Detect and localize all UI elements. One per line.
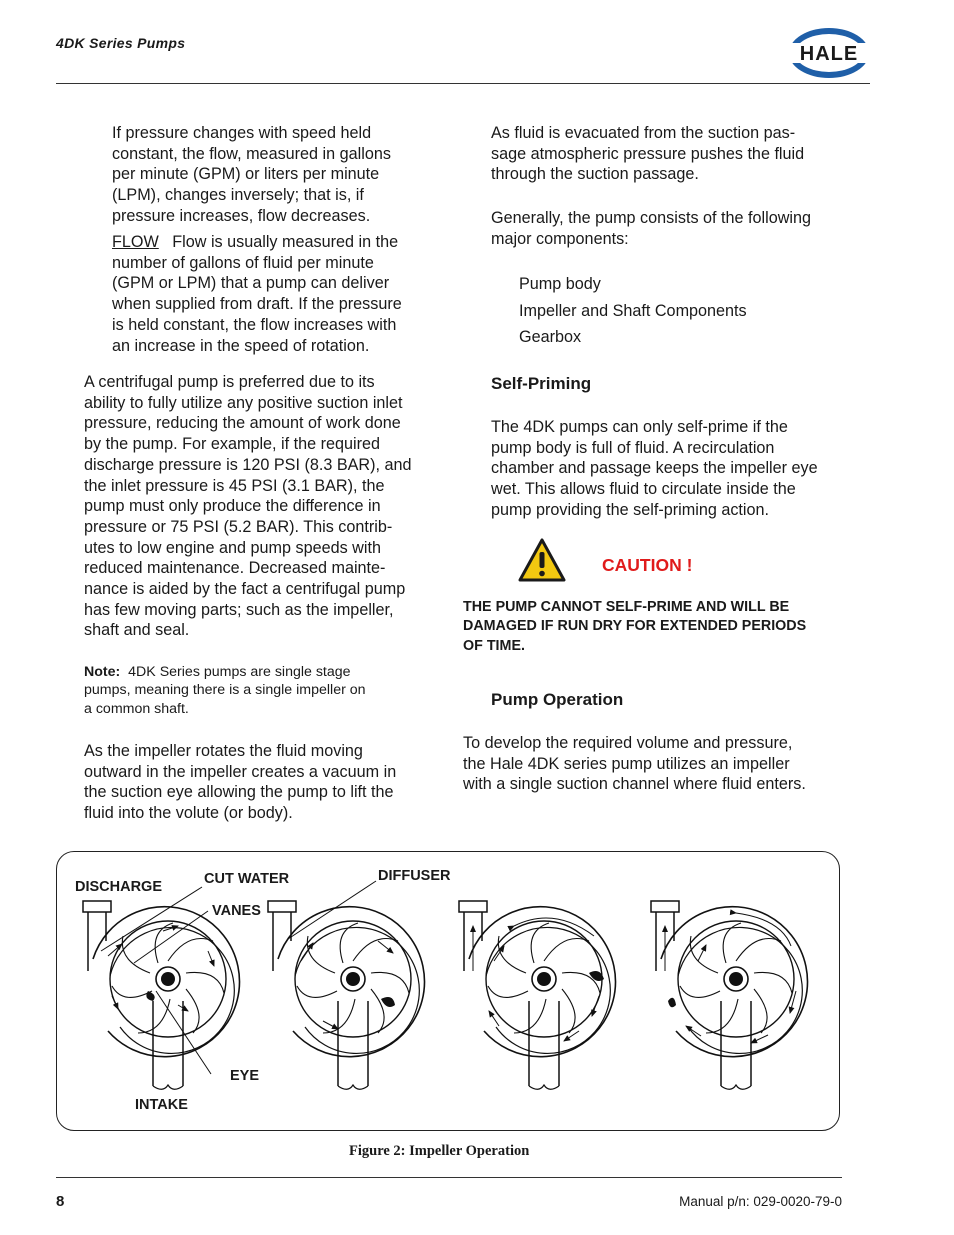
- components-list: [519, 271, 747, 351]
- label-diffuser: DIFFUSER: [378, 868, 451, 884]
- svg-text:HALE: HALE: [799, 43, 859, 65]
- left-para-3: [84, 741, 396, 824]
- text-line: pump must only produce the difference in: [84, 497, 381, 516]
- caution-label: CAUTION !: [602, 555, 693, 575]
- text-line: Generally, the pump consists of the following: [491, 209, 812, 227]
- label-eye: EYE: [230, 1068, 260, 1084]
- text-line: 4DK Series pumps are single stage: [128, 664, 351, 680]
- text-line: chamber and passage keeps the impeller eye: [491, 459, 818, 478]
- pump-diagram-3: [459, 901, 615, 1089]
- list-item: Gearbox: [519, 328, 582, 346]
- text-line: the suction eye allowing the pump to lift the: [84, 783, 394, 802]
- label-intake: INTAKE: [135, 1097, 188, 1113]
- left-para-1: [112, 123, 391, 227]
- text-line: when supplied from draft. If the pressure: [112, 295, 402, 314]
- label-cut-water: CUT WATER: [204, 871, 290, 887]
- label-vanes: VANES: [212, 903, 261, 919]
- text-line: To develop the required volume and pressure,: [463, 734, 793, 752]
- text-line: sage atmospheric pressure pushes the fluid: [491, 144, 805, 163]
- text-line: The 4DK pumps can only self-prime if the: [491, 418, 788, 436]
- text-line: pumps, meaning there is a single impeller on: [84, 682, 366, 699]
- text-line: pump body is full of fluid. A recirculation: [491, 438, 775, 457]
- hale-logo: [786, 25, 872, 81]
- vanes-leader: [134, 911, 208, 963]
- manual-part-number: Manual p/n: 029-0020-79-0: [679, 1194, 842, 1209]
- flow-term: FLOW: [112, 233, 159, 251]
- text-line: pump providing the self-priming action.: [491, 500, 770, 519]
- text-line: the Hale 4DK series pump utilizes an impeller: [463, 754, 790, 773]
- text-line: DAMAGED IF RUN DRY FOR EXTENDED PERIODS: [463, 618, 807, 635]
- text-line: number of gallons of fluid per minute: [112, 253, 374, 272]
- pump-diagram-1: [83, 901, 239, 1089]
- text-line: OF TIME.: [463, 637, 525, 654]
- text-line: nance is aided by the fact a centrifugal pump: [84, 580, 406, 599]
- text-line: an increase in the speed of rotation.: [112, 336, 370, 355]
- text-line: A centrifugal pump is preferred due to its: [84, 373, 375, 391]
- pump-diagram-2: [268, 901, 424, 1089]
- text-line: the inlet pressure is 45 PSI (3.1 BAR), the: [84, 476, 385, 495]
- text-line: a common shaft.: [84, 700, 189, 717]
- text-line: utes to low engine and pump speeds with: [84, 538, 381, 557]
- left-para-2: [84, 372, 412, 641]
- self-priming-heading: Self-Priming: [491, 374, 592, 393]
- text-line: (LPM), changes inversely; that is, if: [112, 186, 364, 205]
- self-priming-para: [491, 417, 818, 521]
- text-line: As the impeller rotates the fluid moving: [84, 742, 363, 760]
- list-item: Impeller and Shaft Components: [519, 301, 747, 320]
- right-para-1: [491, 123, 804, 185]
- caution-text: [463, 598, 806, 656]
- figure-caption: Figure 2: Impeller Operation: [349, 1143, 530, 1159]
- note-label: Note:: [84, 664, 121, 680]
- text-line: pressure increases, flow decreases.: [112, 206, 371, 225]
- text-line: fluid into the volute (or body).: [84, 804, 293, 823]
- text-line: (GPM or LPM) that a pump can deliver: [112, 274, 390, 293]
- left-flow-para: [112, 232, 402, 356]
- text-line: constant, the flow, measured in gallons: [112, 144, 391, 163]
- pump-diagram-4: [651, 901, 807, 1089]
- text-line: Flow is usually measured in the: [172, 233, 399, 251]
- text-line: pressure or 75 PSI (5.2 BAR). This contrib-: [84, 517, 393, 536]
- running-header-title: 4DK Series Pumps: [56, 35, 186, 51]
- note-block: [84, 663, 366, 718]
- page-number: 8: [56, 1193, 65, 1210]
- text-line: shaft and seal.: [84, 621, 190, 640]
- text-line: If pressure changes with speed held: [112, 124, 372, 142]
- header-rule: [56, 83, 870, 84]
- text-line: per minute (GPM) or liters per minute: [112, 165, 380, 184]
- text-line: by the pump. For example, if the required: [84, 435, 381, 454]
- right-para-2: [491, 208, 811, 249]
- label-discharge: DISCHARGE: [75, 879, 163, 895]
- impeller-diagram: [56, 851, 840, 1131]
- footer-rule: [56, 1177, 842, 1178]
- text-line: has few moving parts; such as the impeller,: [84, 600, 394, 619]
- text-line: through the suction passage.: [491, 165, 699, 184]
- pump-operation-para: [463, 733, 806, 795]
- text-line: is held constant, the flow increases with: [112, 315, 397, 334]
- text-line: wet. This allows fluid to circulate inside the: [491, 480, 796, 499]
- cut-water-leader: [101, 887, 202, 951]
- text-line: discharge pressure is 120 PSI (8.3 BAR), and: [84, 455, 412, 474]
- diffuser-leader: [288, 881, 376, 939]
- text-line: pressure, reducing the amount of work done: [84, 414, 401, 433]
- pump-operation-heading: Pump Operation: [491, 690, 624, 709]
- text-line: THE PUMP CANNOT SELF-PRIME AND WILL BE: [463, 599, 790, 615]
- list-item: Pump body: [519, 275, 601, 293]
- text-line: ability to fully utilize any positive suction inlet: [84, 393, 403, 412]
- text-line: reduced maintenance. Decreased mainte-: [84, 559, 386, 578]
- text-line: with a single suction channel where fluid enters.: [463, 775, 806, 794]
- text-line: outward in the impeller creates a vacuum in: [84, 762, 397, 781]
- text-line: major components:: [491, 229, 629, 248]
- warning-triangle-icon: [518, 538, 566, 582]
- text-line: As fluid is evacuated from the suction pas-: [491, 124, 796, 142]
